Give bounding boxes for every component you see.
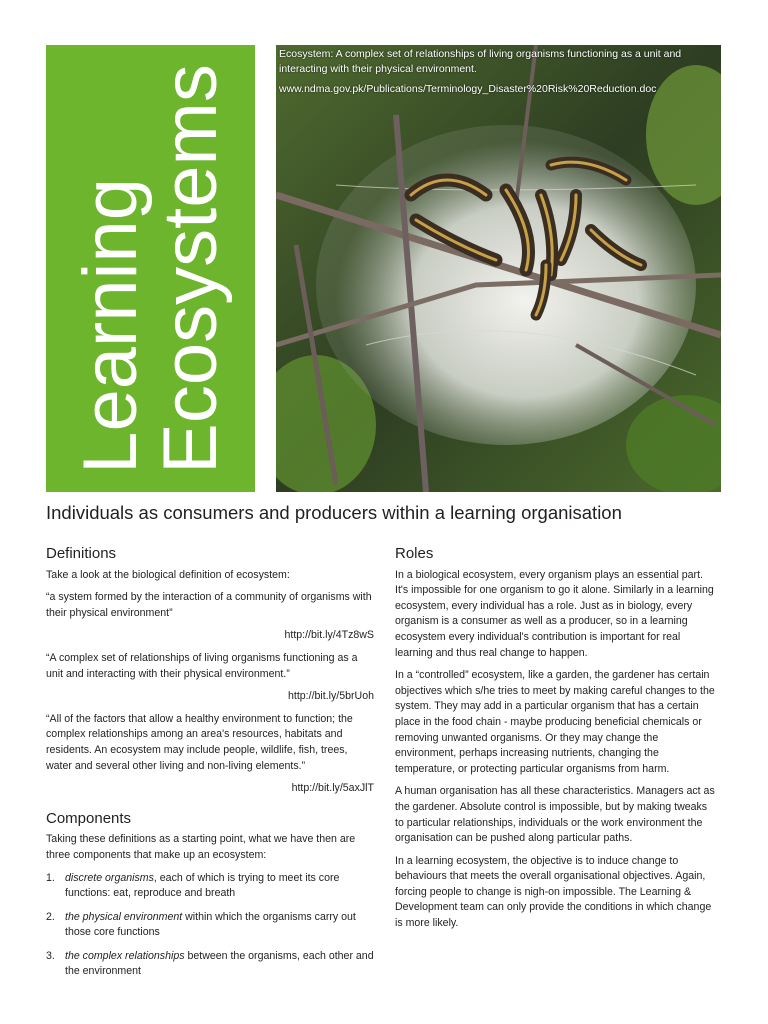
list-item-term: the physical environment (65, 910, 183, 923)
list-item-number: 3. (46, 949, 55, 962)
components-intro: Taking these definitions as a starting point, what we have then are three components that make up an ecosystem: (46, 833, 356, 861)
components-list (46, 871, 374, 981)
list-item-term: discrete organisms (65, 871, 154, 884)
list-item (46, 910, 374, 941)
roles-paragraph: In a learning ecosystem, the objective is to induce change to behaviours that meets the overall organisational objectives. Again, forcing people to change is nigh-on impossible. The Learning & Development team can only provide the conditions in which change is more likely. (395, 854, 712, 930)
definition-quote: “a system formed by the interaction of a community of organisms with their physical environment” (46, 591, 372, 619)
roles-heading: Roles (395, 545, 434, 562)
list-item-text: , each of which is trying to meet its core functions: eat, reproduce and breath (65, 871, 340, 900)
list-item-number: 2. (46, 910, 55, 923)
definition-link[interactable]: http://bit.ly/4Tz8wS (284, 629, 374, 642)
page-title (67, 63, 233, 474)
caterpillar-nest-photo (276, 45, 721, 492)
list-item-text: between the organisms, each other and the environment (65, 949, 374, 978)
title-block (46, 45, 255, 492)
right-column (395, 546, 717, 939)
title-line-2: Ecosystems (147, 63, 233, 474)
roles-paragraph: In a “controlled” ecosystem, like a garden, the gardener has certain objectives which s/he tries to meet by making careful changes to the system. They may add in a particular organism that has a certain place in the food chain - maybe producing beneficial chemicals or removing unwanted organisms. Or they may change the environment, perhaps increasing nutrients, changing the temperature, or protecting particular organisms from harm. (395, 669, 715, 775)
list-item (46, 871, 374, 902)
definition-quote: “A complex set of relationships of living organisms functioning as a unit and interacting with their physical environment.” (46, 651, 358, 680)
list-item (46, 949, 374, 980)
caption-definition: Ecosystem: A complex set of relationships of living organisms functioning as a unit and interacting with their physical environment. (279, 48, 682, 75)
caption-source-link[interactable]: www.ndma.gov.pk/Publications/Terminology_Disaster%20Risk%20Reduction.doc (279, 83, 657, 95)
roles-paragraph: A human organisation has all these characteristics. Managers act as the gardener. Absolute control is impossible, but by making tweaks to particular relationships, individuals or the work environment the organisation can be pushed along particular paths. (395, 785, 715, 845)
components-heading: Components (46, 809, 132, 827)
photo-caption (279, 47, 715, 102)
subtitle: Individuals as consumers and producers within a learning organisation (46, 502, 622, 523)
definitions-heading: Definitions (46, 545, 117, 562)
title-line-1: Learning (67, 177, 153, 474)
list-item-text: within which the organisms carry out those core functions (65, 910, 356, 939)
list-item-number: 1. (46, 871, 55, 884)
definitions-intro: Take a look at the biological definition of ecosystem: (46, 568, 290, 581)
left-column (46, 546, 374, 988)
photo-illustration (276, 45, 721, 492)
definition-link[interactable]: http://bit.ly/5axJlT (291, 782, 374, 795)
roles-paragraph: In a biological ecosystem, every organism plays an essential part. It's impossible for one organism to go it alone. Similarly in a learning ecosystem, every individual has a role. Just as in biology, every organism is a consumer as well as a producer, so in a learning ecosystem every individual's contribution is important for real learning and thus real change to happen. (395, 568, 714, 659)
definition-quote: “All of the factors that allow a healthy environment to function; the complex relationships among an area's resources, habitats and residents. An ecosystem may include people, wildlife, fish, trees, water and several other living and non-living elements.” (46, 712, 353, 772)
definition-link[interactable]: http://bit.ly/5brUoh (288, 690, 374, 703)
list-item-term: the complex relationships (65, 949, 185, 962)
